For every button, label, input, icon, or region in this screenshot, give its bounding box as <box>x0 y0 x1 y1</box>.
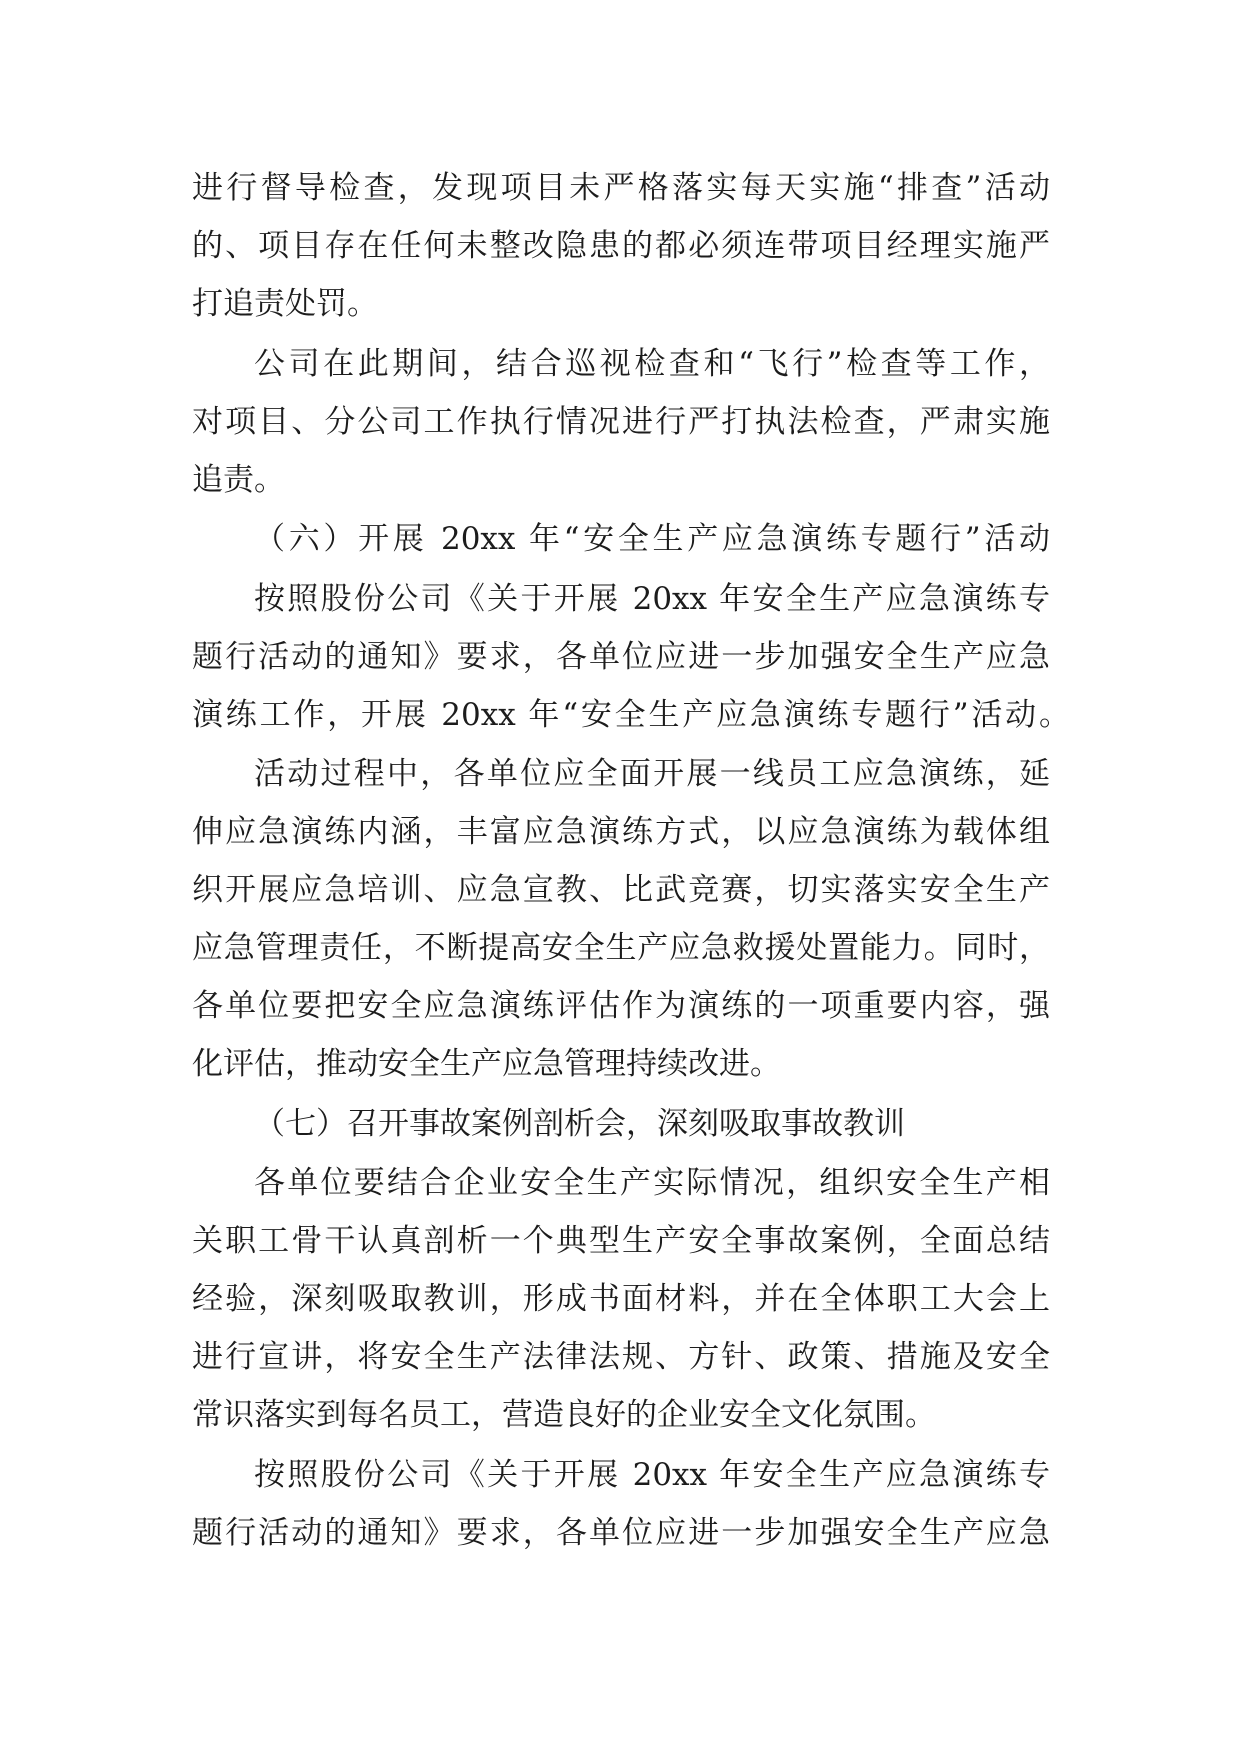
text-line: 按照股份公司《关于开展 20xx 年安全生产应急演练专 <box>254 1456 1050 1493</box>
text-line: 公司在此期间，结合巡视检查和“飞行”检查等工作， <box>254 345 1050 382</box>
document-body <box>192 159 1070 1563</box>
text-line: 进行宣讲，将安全生产法律法规、方针、政策、措施及安全 <box>192 1339 1050 1375</box>
text-line: 按照股份公司《关于开展 20xx 年安全生产应急演练专 <box>254 580 1050 617</box>
text-line: 化评估，推动安全生产应急管理持续改进。 <box>192 1046 781 1082</box>
paragraph <box>192 159 1050 333</box>
text-line: 打追责处罚。 <box>192 286 378 322</box>
text-line: 关职工骨干认真剖析一个典型生产安全事故案例，全面总结 <box>192 1223 1050 1259</box>
text-line: 对项目、分公司工作执行情况进行严打执法检查，严肃实施 <box>192 403 1050 440</box>
text-line: 织开展应急培训、应急宣教、比武竞赛，切实落实安全生产 <box>192 872 1050 908</box>
section-heading <box>192 1095 1050 1153</box>
text-line: 各单位要把安全应急演练评估作为演练的一项重要内容，强 <box>192 988 1050 1024</box>
paragraph <box>192 745 1050 1093</box>
paragraph <box>192 1154 1050 1444</box>
paragraph <box>192 570 1070 744</box>
heading-line: （六）开展 20xx 年“安全生产应急演练专题行”活动 <box>254 521 1050 557</box>
text-line: 伸应急演练内涵，丰富应急演练方式，以应急演练为载体组 <box>192 814 1050 850</box>
paragraph <box>192 335 1050 509</box>
text-line: 演练工作，开展 20xx 年“安全生产应急演练专题行”活动。 <box>192 696 1070 733</box>
paragraph <box>192 1446 1050 1562</box>
heading-line: （七）召开事故案例剖析会，深刻吸取事故教训 <box>254 1105 905 1142</box>
text-line: 经验，深刻吸取教训，形成书面材料，并在全体职工大会上 <box>192 1281 1050 1317</box>
text-line: 题行活动的通知》要求，各单位应进一步加强安全生产应急 <box>192 1514 1050 1551</box>
text-line: 追责。 <box>192 461 285 498</box>
text-line: 应急管理责任，不断提高安全生产应急救援处置能力。同时， <box>192 930 1050 966</box>
text-line: 各单位要结合企业安全生产实际情况，组织安全生产相 <box>254 1165 1050 1201</box>
text-line: 活动过程中，各单位应全面开展一线员工应急演练，延 <box>254 756 1050 792</box>
text-line: 进行督导检查，发现项目未严格落实每天实施“排查”活动 <box>192 170 1050 206</box>
section-heading <box>192 510 1050 568</box>
text-line: 题行活动的通知》要求，各单位应进一步加强安全生产应急 <box>192 638 1050 675</box>
text-line: 常识落实到每名员工，营造良好的企业安全文化氛围。 <box>192 1397 936 1433</box>
text-line: 的、项目存在任何未整改隐患的都必须连带项目经理实施严 <box>192 228 1050 264</box>
